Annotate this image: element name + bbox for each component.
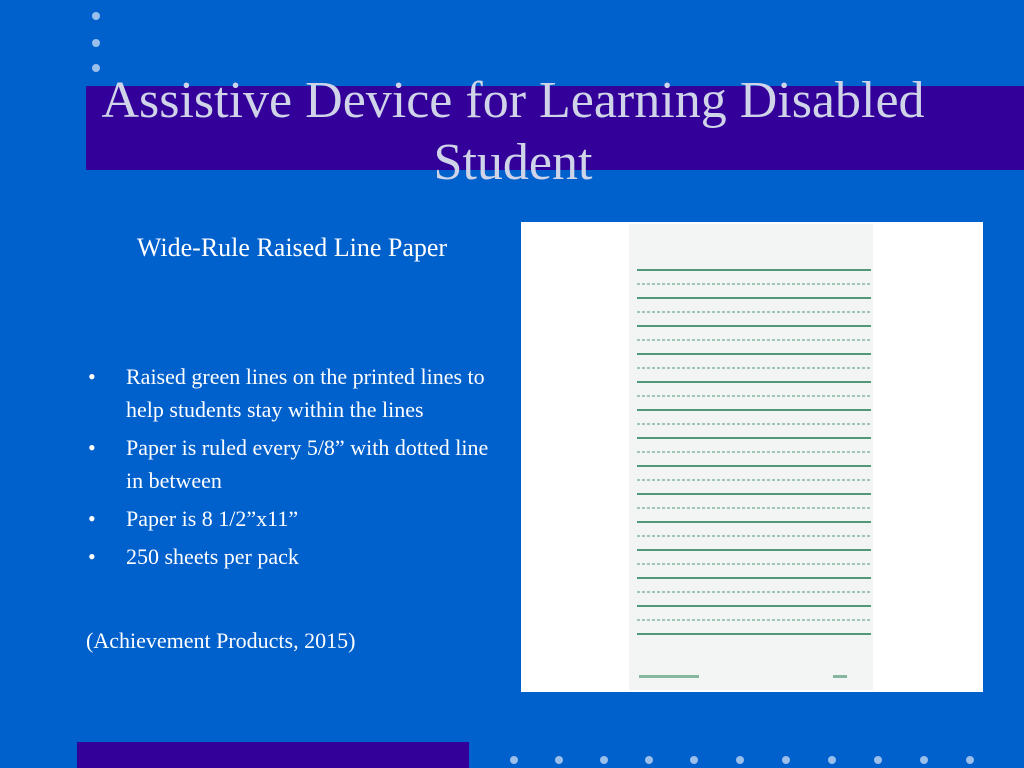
decorative-dots-bottom bbox=[500, 752, 1024, 768]
bullet-text: Paper is ruled every 5/8” with dotted line in between bbox=[126, 435, 489, 493]
citation: (Achievement Products, 2015) bbox=[86, 628, 356, 653]
dot bbox=[92, 12, 100, 20]
bullet-icon: • bbox=[88, 435, 96, 460]
decorative-dots-left bbox=[86, 6, 106, 76]
bullet-item bbox=[86, 360, 506, 426]
lined-paper-image bbox=[629, 224, 873, 690]
paper-footer-mark bbox=[639, 675, 699, 678]
lined-paper-drawing bbox=[629, 224, 873, 690]
bullet-icon: • bbox=[88, 506, 96, 531]
dot bbox=[645, 756, 653, 764]
bullet-icon: • bbox=[88, 364, 96, 389]
bullet-list bbox=[86, 360, 506, 578]
dot bbox=[510, 756, 518, 764]
bullet-text: 250 sheets per pack bbox=[126, 544, 299, 569]
dot bbox=[92, 39, 100, 47]
dot bbox=[966, 756, 974, 764]
bullet-item bbox=[86, 502, 506, 535]
bullet-item bbox=[86, 540, 506, 573]
paper-image-frame bbox=[521, 222, 983, 692]
bottom-band bbox=[77, 742, 469, 768]
slide-subtitle: Wide-Rule Raised Line Paper bbox=[136, 233, 448, 262]
dot bbox=[690, 756, 698, 764]
paper-footer-mark bbox=[833, 675, 847, 678]
dot bbox=[600, 756, 608, 764]
dot bbox=[782, 756, 790, 764]
bullet-text: Paper is 8 1/2”x11” bbox=[126, 506, 299, 531]
dot bbox=[874, 756, 882, 764]
dot bbox=[828, 756, 836, 764]
bullet-item bbox=[86, 431, 506, 497]
dot bbox=[736, 756, 744, 764]
dot bbox=[555, 756, 563, 764]
bullet-icon: • bbox=[88, 544, 96, 569]
dot bbox=[920, 756, 928, 764]
bullet-text: Raised green lines on the printed lines to help students stay within the lines bbox=[126, 364, 485, 422]
slide-title: Assistive Device for Learning Disabled Student bbox=[101, 72, 925, 191]
